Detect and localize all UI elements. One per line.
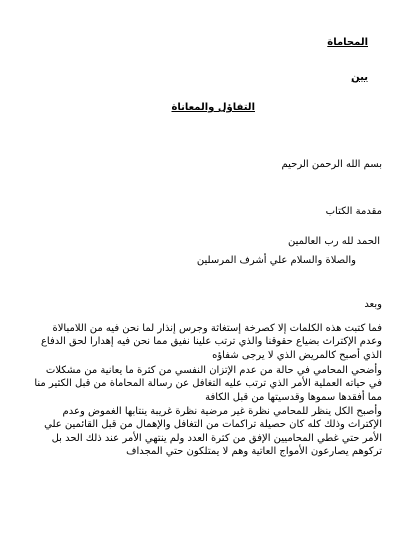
document-title-line-1: المحاماة [327, 37, 368, 48]
paragraph-1: فما كتبت هذه الكلمات إلا كصرخة إستغاثة وجرس إنذار لما نحن فيه من اللامبالاة وعدم الإكتراث بضياع حقوقنا والذي ترتب علينا نفيق مما نحن فيه إهدارا لحق الدفاع الذي أصبح كالمريض الذي لا يرجى شفاؤه [40, 323, 382, 361]
paragraph-2: وأضحي المحامي في حالة من عدم الإتزان النفسي من كثرة ما يعانية من مشكلات في حياته العملية الأمر الذي ترتب عليه التغافل عن رسالة المحاماة من قبل الكثير منا مما أفقدها سموها وقدسيتها من قبل الكافة [34, 365, 382, 403]
intro-heading: مقدمة الكتاب [325, 206, 382, 217]
hamd-line-1: الحمد لله رب العالمين [288, 236, 380, 247]
wa-ba3d-line: وبعد [364, 299, 382, 310]
basmala-line: بسم الله الرحمن الرحيم [281, 159, 382, 170]
document-title-line-2: بين [351, 72, 368, 83]
paragraph-3: وأصبح الكل ينظر للمحامي نظرة غير مرضية نظرة غريبة ينتابها الغموض وعدم الإكتراث وذلك كله كان حصيلة تراكمات من التغافل والإهمال من قبل القائمين علي الأمر حتي غطي المحاميين الإفق من كثرة العدد ولم ينتهي الأمر عند ذلك الحد بل تركوهم يصارعون الأمواج العاتية وهم لا يمتلكون حتي المجداف [44, 406, 382, 458]
hamd-line-2: والصلاة والسلام علي أشرف المرسلين [196, 255, 356, 266]
document-title-line-3: التفاؤل والمعاناة [171, 102, 255, 113]
